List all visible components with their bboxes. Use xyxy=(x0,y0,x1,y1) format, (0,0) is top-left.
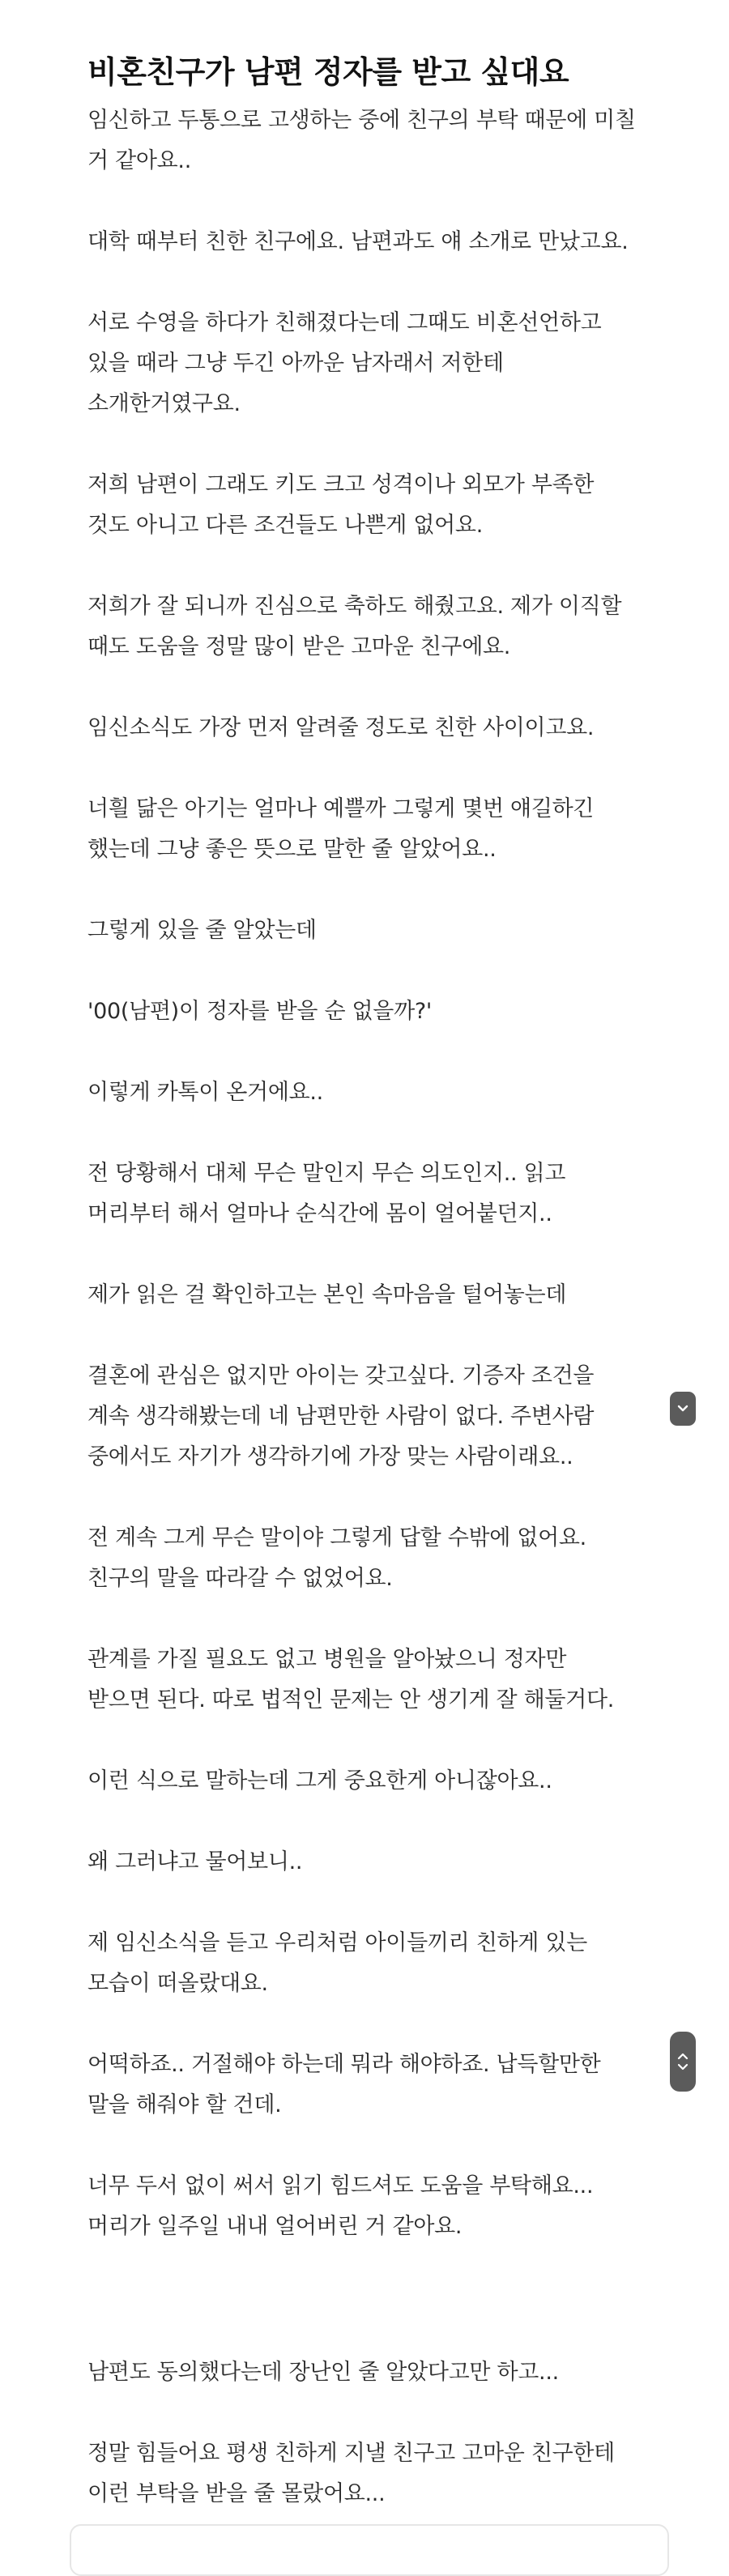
paragraph-line: 너흴 닮은 아기는 얼마나 예쁠까 그렇게 몇번 얘길하긴 xyxy=(87,796,595,821)
paragraph-line: 서로 수영을 하다가 친해졌다는데 그때도 비혼선언하고 xyxy=(87,310,602,335)
paragraph-line: 때도 도움을 정말 많이 받은 고마운 친구에요. xyxy=(87,634,511,659)
paragraph-line: 왜 그러냐고 물어보니.. xyxy=(87,1849,303,1874)
post-paragraph xyxy=(87,100,654,181)
post-paragraph xyxy=(87,465,654,546)
paragraph-line: 너무 두서 없이 써서 읽기 힘드셔도 도움을 부탁해요... xyxy=(87,2173,594,2199)
post-paragraph xyxy=(87,1073,654,1113)
paragraph-line: 남편도 동의했다는데 장난인 줄 알았다고만 하고... xyxy=(87,2360,559,2385)
post-paragraph xyxy=(87,2166,654,2247)
chevron-up-icon xyxy=(677,2052,688,2060)
paragraph-line: 중에서도 자기가 생각하기에 가장 맞는 사람이래요.. xyxy=(87,1444,573,1469)
scroll-down-button[interactable] xyxy=(670,1392,696,1426)
post-paragraph xyxy=(87,2045,654,2126)
paragraph-line: 어떡하죠.. 거절해야 하는데 뭐라 해야하죠. 납득할만한 xyxy=(87,2052,601,2077)
post-paragraph xyxy=(87,1923,654,2004)
post-paragraph xyxy=(87,708,654,748)
paragraph-line: 것도 아니고 다른 조건들도 나쁜게 없어요. xyxy=(87,513,483,538)
paragraph-line: '00(남편)이 정자를 받을 순 없을까?' xyxy=(87,999,433,1024)
paragraph-line: 저희가 잘 되니까 진심으로 축하도 해줬고요. 제가 이직할 xyxy=(87,594,622,619)
post-paragraph xyxy=(87,1761,654,1802)
paragraph-line: 그렇게 있을 줄 알았는데 xyxy=(87,918,317,943)
post-paragraph xyxy=(87,2433,654,2514)
paragraph-line: 계속 생각해봤는데 네 남편만한 사람이 없다. 주변사람 xyxy=(87,1404,595,1429)
post-paragraph xyxy=(87,586,654,667)
paragraph-line: 소개한거였구요. xyxy=(87,391,241,416)
chevron-down-icon xyxy=(676,1404,689,1414)
paragraph-line: 받으면 된다. 따로 법적인 문제는 안 생기게 잘 해둘거다. xyxy=(87,1687,615,1712)
paragraph-line: 대학 때부터 친한 친구에요. 남편과도 얘 소개로 만났고요. xyxy=(87,229,629,254)
post-paragraph xyxy=(87,2352,654,2393)
paragraph-line: 임신소식도 가장 먼저 알려줄 정도로 친한 사이이고요. xyxy=(87,715,595,740)
paragraph-line: 정말 힘들어요 평생 친하게 지낼 친구고 고마운 친구한테 xyxy=(87,2441,615,2466)
paragraph-line: 말을 해줘야 할 건데. xyxy=(87,2092,282,2118)
paragraph-line: 이렇게 카톡이 온거에요.. xyxy=(87,1080,323,1105)
post-paragraph xyxy=(87,222,654,262)
post-paragraph xyxy=(87,1154,654,1235)
paragraph-line: 관계를 가질 필요도 없고 병원을 알아놨으니 정자만 xyxy=(87,1647,567,1672)
paragraph-line: 이런 식으로 말하는데 그게 중요한게 아니잖아요.. xyxy=(87,1768,552,1793)
paragraph-line: 모습이 떠올랐대요. xyxy=(87,1971,268,1996)
post-title: 비혼친구가 남편 정자를 받고 싶대요 xyxy=(87,54,569,90)
paragraph-line: 머리가 일주일 내내 얼어버린 거 같아요. xyxy=(87,2214,463,2239)
scroll-up-down-button[interactable] xyxy=(670,2032,696,2092)
paragraph-line: 임신하고 두통으로 고생하는 중에 친구의 부탁 때문에 미칠 xyxy=(87,108,636,133)
post-paragraph xyxy=(87,789,654,870)
paragraph-line: 거 같아요.. xyxy=(87,148,191,173)
comment-input-card[interactable] xyxy=(70,2524,669,2576)
post-paragraph xyxy=(87,992,654,1032)
paragraph-line: 제가 읽은 걸 확인하고는 본인 속마음을 털어놓는데 xyxy=(87,1282,567,1307)
paragraph-line: 저희 남편이 그래도 키도 크고 성격이나 외모가 부족한 xyxy=(87,472,595,497)
post-paragraph xyxy=(87,1640,654,1721)
paragraph-line: 결혼에 관심은 없지만 아이는 갖고싶다. 기증자 조건을 xyxy=(87,1363,595,1388)
post-paragraph xyxy=(87,303,654,424)
post-paragraph xyxy=(87,1356,654,1478)
paragraph-line: 전 당황해서 대체 무슨 말인지 무슨 의도인지.. 읽고 xyxy=(87,1161,566,1186)
paragraph-line: 전 계속 그게 무슨 말이야 그렇게 답할 수밖에 없어요. xyxy=(87,1525,586,1550)
paragraph-line: 친구의 말을 따라갈 수 없었어요. xyxy=(87,1566,393,1591)
post-paragraph xyxy=(87,1518,654,1599)
paragraph-line: 있을 때라 그냥 두긴 아까운 남자래서 저한테 xyxy=(87,351,504,376)
paragraph-line: 이런 부탁을 받을 줄 몰랐어요... xyxy=(87,2481,386,2506)
paragraph-line: 제 임신소식을 듣고 우리처럼 아이들끼리 친하게 있는 xyxy=(87,1930,587,1955)
chevron-down-icon xyxy=(677,2063,688,2071)
paragraph-line: 머리부터 해서 얼마나 순식간에 몸이 얼어붙던지.. xyxy=(87,1201,552,1226)
post-paragraph xyxy=(87,911,654,951)
post-paragraph xyxy=(87,1275,654,1316)
paragraph-line: 했는데 그냥 좋은 뜻으로 말한 줄 알았어요.. xyxy=(87,837,497,862)
post-paragraph xyxy=(87,1842,654,1883)
